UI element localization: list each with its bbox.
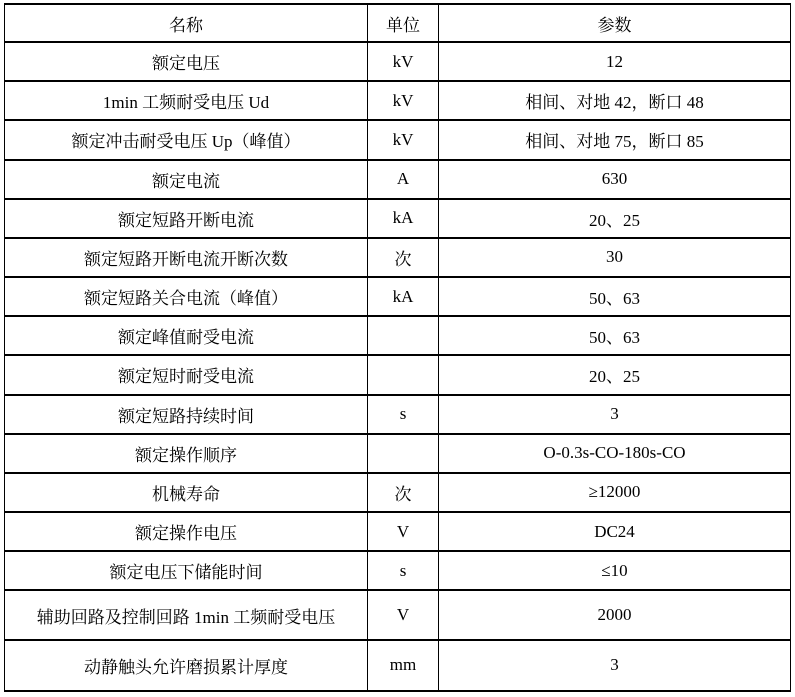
row-name-cell: 额定电压下储能时间 xyxy=(5,551,368,590)
row-unit-cell: kA xyxy=(368,277,439,316)
table-row xyxy=(5,120,791,159)
table-row xyxy=(5,590,791,639)
row-parameter-cell: 630 xyxy=(439,160,791,199)
row-parameter-cell: ≥12000 xyxy=(439,473,791,512)
table-row xyxy=(5,473,791,512)
row-parameter-cell: 相间、对地 75，断口 85 xyxy=(439,120,791,159)
row-unit-cell: 次 xyxy=(368,473,439,512)
row-parameter-cell: ≤10 xyxy=(439,551,791,590)
row-parameter-cell: 20、25 xyxy=(439,355,791,394)
table-row xyxy=(5,434,791,473)
column-header-name: 名称 xyxy=(5,4,368,42)
table-row xyxy=(5,199,791,238)
row-name-cell: 额定电流 xyxy=(5,160,368,199)
row-unit-cell: kV xyxy=(368,120,439,159)
row-unit-cell: s xyxy=(368,395,439,434)
row-parameter-cell: O-0.3s-CO-180s-CO xyxy=(439,434,791,473)
row-name-cell: 辅助回路及控制回路 1min 工频耐受电压 xyxy=(5,590,368,639)
table-row xyxy=(5,640,791,691)
spec-table xyxy=(4,3,791,692)
table-row xyxy=(5,355,791,394)
row-name-cell: 动静触头允许磨损累计厚度 xyxy=(5,640,368,691)
table-row xyxy=(5,42,791,81)
header-row xyxy=(5,4,791,42)
row-unit-cell xyxy=(368,355,439,394)
table-row xyxy=(5,512,791,551)
row-parameter-cell: 3 xyxy=(439,395,791,434)
row-name-cell: 额定操作顺序 xyxy=(5,434,368,473)
column-header-parameter: 参数 xyxy=(439,4,791,42)
row-unit-cell: kA xyxy=(368,199,439,238)
row-parameter-cell: 3 xyxy=(439,640,791,691)
row-name-cell: 1min 工频耐受电压 Ud xyxy=(5,81,368,120)
row-unit-cell: A xyxy=(368,160,439,199)
table-row xyxy=(5,238,791,277)
row-name-cell: 额定短时耐受电流 xyxy=(5,355,368,394)
row-parameter-cell: 20、25 xyxy=(439,199,791,238)
spec-table-body xyxy=(5,42,791,691)
row-parameter-cell: 50、63 xyxy=(439,277,791,316)
row-parameter-cell: 相间、对地 42，断口 48 xyxy=(439,81,791,120)
row-name-cell: 额定操作电压 xyxy=(5,512,368,551)
row-unit-cell: V xyxy=(368,590,439,639)
row-parameter-cell: 30 xyxy=(439,238,791,277)
row-unit-cell: kV xyxy=(368,42,439,81)
table-row xyxy=(5,316,791,355)
table-row xyxy=(5,81,791,120)
row-unit-cell: V xyxy=(368,512,439,551)
table-row xyxy=(5,160,791,199)
row-name-cell: 额定峰值耐受电流 xyxy=(5,316,368,355)
row-name-cell: 额定短路关合电流（峰值） xyxy=(5,277,368,316)
row-name-cell: 额定短路开断电流开断次数 xyxy=(5,238,368,277)
row-name-cell: 额定短路开断电流 xyxy=(5,199,368,238)
table-row xyxy=(5,395,791,434)
row-unit-cell: mm xyxy=(368,640,439,691)
row-name-cell: 机械寿命 xyxy=(5,473,368,512)
table-row xyxy=(5,277,791,316)
table-row xyxy=(5,551,791,590)
row-name-cell: 额定短路持续时间 xyxy=(5,395,368,434)
row-name-cell: 额定冲击耐受电压 Up（峰值） xyxy=(5,120,368,159)
row-unit-cell: s xyxy=(368,551,439,590)
row-parameter-cell: DC24 xyxy=(439,512,791,551)
row-name-cell: 额定电压 xyxy=(5,42,368,81)
row-unit-cell xyxy=(368,434,439,473)
row-unit-cell: kV xyxy=(368,81,439,120)
row-parameter-cell: 12 xyxy=(439,42,791,81)
column-header-unit: 单位 xyxy=(368,4,439,42)
row-unit-cell xyxy=(368,316,439,355)
row-parameter-cell: 2000 xyxy=(439,590,791,639)
row-parameter-cell: 50、63 xyxy=(439,316,791,355)
row-unit-cell: 次 xyxy=(368,238,439,277)
